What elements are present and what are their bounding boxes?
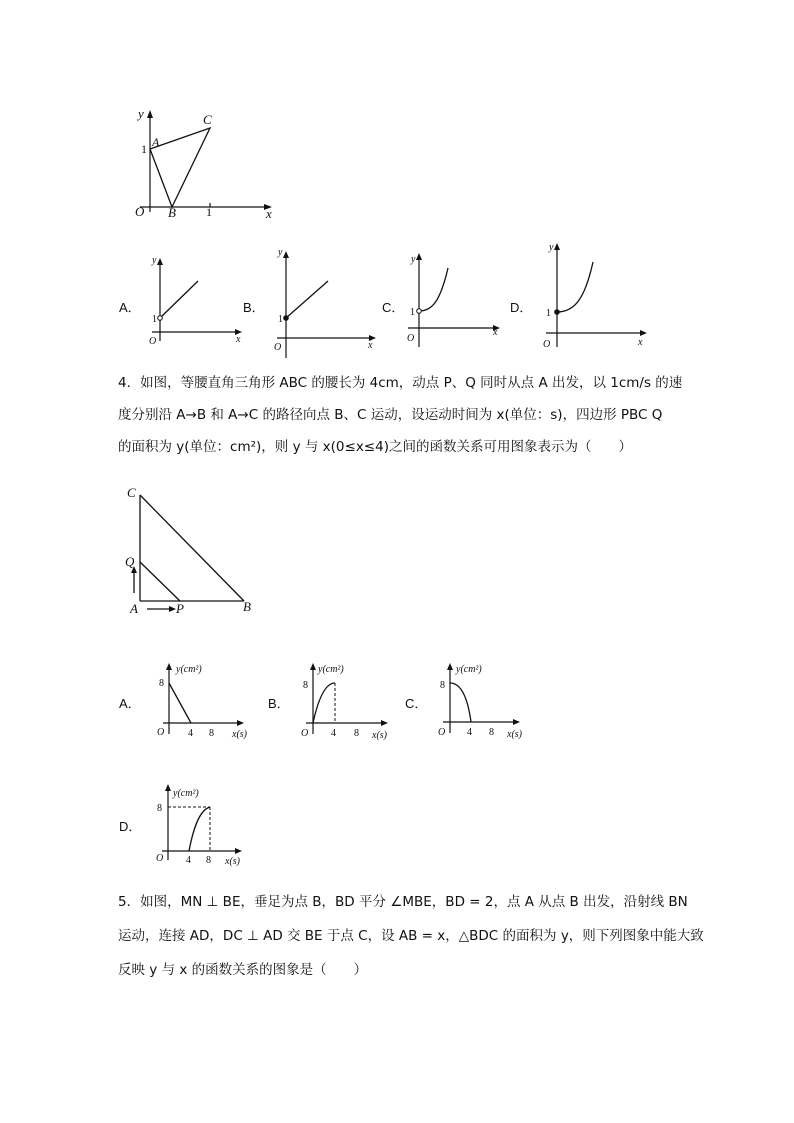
q3-fig-tick-1x: 1 bbox=[206, 205, 212, 219]
q4-b-tick4: 4 bbox=[331, 728, 336, 739]
q4-a-tick8x: 8 bbox=[209, 728, 214, 739]
q3-fig-label-O: O bbox=[135, 204, 145, 219]
q3-c-x: x bbox=[493, 327, 498, 338]
q3-d-one: 1 bbox=[546, 308, 551, 319]
q4-text-line-3: 的面积为 y(单位：cm²)，则 y 与 x(0≤x≤4)之间的函数关系可用图象表示为（ ） bbox=[118, 439, 632, 455]
q4-a-ylabel: y(cm²) bbox=[176, 664, 202, 675]
q3-b-x: x bbox=[368, 340, 373, 351]
q4-a-xlabel: x(s) bbox=[232, 729, 247, 740]
q4-label-P: P bbox=[176, 601, 184, 616]
q4-c-tick8x: 8 bbox=[489, 727, 494, 738]
q4-a-tick8: 8 bbox=[159, 678, 164, 689]
q3-c-y: y bbox=[411, 254, 416, 265]
q3-fig-label-x: x bbox=[266, 206, 272, 221]
q4-c-xlabel: x(s) bbox=[507, 729, 522, 740]
q5-text-line-2: 运动，连接 AD，DC ⊥ AD 交 BE 于点 C，设 AB = x，△BDC 的面积为 y，则下列图象中能大致 bbox=[118, 928, 704, 944]
q4-d-tick8: 8 bbox=[157, 803, 162, 814]
q4-option-d-letter: D． bbox=[119, 819, 142, 834]
q4-a-O: O bbox=[157, 727, 165, 738]
q3-c-O: O bbox=[407, 333, 415, 344]
q4-label-Q: Q bbox=[125, 554, 135, 569]
q4-text-line-1: 4．如图，等腰直角三角形 ABC 的腰长为 4cm，动点 P、Q 同时从点 A 出发，以 1cm/s 的速 bbox=[118, 375, 683, 391]
q3-a-x: x bbox=[236, 334, 241, 345]
q3-option-c-letter: C． bbox=[382, 300, 405, 315]
q3-d-x: x bbox=[638, 337, 643, 348]
q4-label-B: B bbox=[243, 599, 251, 614]
q4-b-O: O bbox=[301, 728, 309, 739]
q4-d-ylabel: y(cm²) bbox=[173, 788, 199, 799]
q4-label-C: C bbox=[127, 485, 136, 500]
q4-c-ylabel: y(cm²) bbox=[456, 664, 482, 675]
q3-fig-label-y: y bbox=[138, 106, 144, 121]
q4-a-tick4: 4 bbox=[188, 728, 193, 739]
q4-d-O: O bbox=[156, 853, 164, 864]
q3-fig-label-B: B bbox=[168, 205, 176, 220]
q4-b-ylabel: y(cm²) bbox=[318, 664, 344, 675]
q5-text-line-1: 5．如图，MN ⊥ BE，垂足为点 B，BD 平分 ∠MBE，BD = 2，点 A 从点 B 出发，沿射线 BN bbox=[118, 894, 688, 910]
q4-option-b-letter: B． bbox=[268, 696, 290, 711]
q4-option-c-letter: C． bbox=[405, 696, 428, 711]
q4-c-O: O bbox=[438, 727, 446, 738]
q3-c-one: 1 bbox=[410, 307, 415, 318]
q3-fig-tick-1y: 1 bbox=[141, 142, 147, 156]
q5-text-line-3: 反映 y 与 x 的函数关系的图象是（ ） bbox=[118, 962, 368, 978]
q3-b-one: 1 bbox=[278, 314, 283, 325]
q3-option-d-letter: D． bbox=[510, 300, 533, 315]
q3-d-y: y bbox=[549, 242, 554, 253]
q3-fig-label-A: A bbox=[152, 135, 160, 149]
q3-d-O: O bbox=[543, 339, 551, 350]
q3-a-O: O bbox=[149, 336, 157, 347]
q4-b-xlabel: x(s) bbox=[372, 730, 387, 741]
q3-a-y: y bbox=[152, 255, 157, 266]
q4-b-tick8: 8 bbox=[303, 680, 308, 691]
q3-b-O: O bbox=[274, 342, 282, 353]
q3-a-one: 1 bbox=[152, 314, 157, 325]
q3-b-y: y bbox=[278, 247, 283, 258]
q4-text-line-2: 度分别沿 A→B 和 A→C 的路径向点 B、C 运动，设运动时间为 x(单位：s)，四边形 PBC Q bbox=[118, 407, 663, 423]
q4-c-tick4: 4 bbox=[467, 727, 472, 738]
q4-d-xlabel: x(s) bbox=[225, 856, 240, 867]
q4-label-A: A bbox=[130, 601, 138, 616]
q3-option-b-letter: B． bbox=[243, 300, 265, 315]
q4-d-tick4: 4 bbox=[186, 855, 191, 866]
q4-option-a-letter: A． bbox=[119, 696, 141, 711]
q4-b-tick8x: 8 bbox=[354, 728, 359, 739]
q4-c-tick8: 8 bbox=[440, 680, 445, 691]
q3-option-a-letter: A． bbox=[119, 300, 141, 315]
q4-d-tick8x: 8 bbox=[206, 855, 211, 866]
q3-fig-label-C: C bbox=[203, 112, 212, 127]
